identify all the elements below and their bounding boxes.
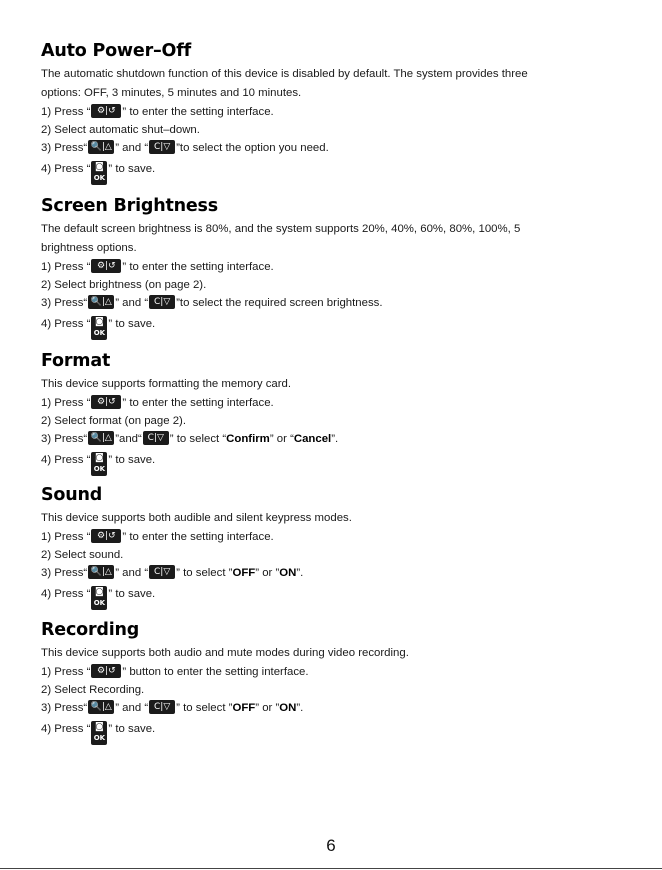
zoom-up-key-icon: 🔍|△: [88, 431, 114, 445]
step-3: 3) Press“ 🔍|△ ”and“ C|▽ ” to select “Confirm” or “Cancel”.: [41, 432, 339, 445]
step-2: 2) Select sound.: [41, 549, 124, 561]
footer-divider: [0, 868, 662, 869]
step-3: 3) Press“ 🔍|△ ” and “ C|▽ ” to select ”OFF” or ”ON”.: [41, 701, 304, 714]
step-2: 2) Select Recording.: [41, 684, 145, 696]
section-sound: [41, 484, 621, 607]
step-4: 4) Press “ ◙ OK ” to save.: [41, 448, 621, 466]
step-2: 2) Select automatic shut–down.: [41, 124, 200, 136]
mode-down-key-icon: C|▽: [149, 565, 175, 579]
mode-down-key-icon: C|▽: [143, 431, 169, 445]
zoom-up-key-icon: 🔍|△: [88, 700, 114, 714]
step-3: 3) Press“ 🔍|△ ” and “ C|▽ ”to select the required screen brightness.: [41, 296, 383, 309]
settings-key-icon: ⚙|↺: [91, 529, 121, 543]
ok-camera-key-icon: ◙ OK: [91, 586, 107, 610]
intro-text: The default screen brightness is 80%, and the system supports 20%, 40%, 60%, 80%, 100%, 5: [41, 223, 521, 235]
step-1: 1) Press “ ⚙|↺ ” button to enter the setting interface.: [41, 665, 309, 678]
step-1: 1) Press “ ⚙|↺ ” to enter the setting interface.: [41, 530, 274, 543]
intro-text: This device supports formatting the memory card.: [41, 378, 292, 390]
step-4: 4) Press “ ◙ OK ” to save.: [41, 312, 621, 330]
settings-key-icon: ⚙|↺: [91, 395, 121, 409]
step-1: 1) Press “ ⚙|↺ ” to enter the setting interface.: [41, 105, 274, 118]
settings-key-icon: ⚙|↺: [91, 664, 121, 678]
section-title: Format: [41, 351, 111, 371]
step-3: 3) Press“ 🔍|△ ” and “ C|▽ ”to select the option you need.: [41, 141, 329, 154]
mode-down-key-icon: C|▽: [149, 140, 175, 154]
zoom-up-key-icon: 🔍|△: [88, 295, 114, 309]
section-title: Screen Brightness: [41, 196, 218, 216]
ok-camera-key-icon: ◙ OK: [91, 721, 107, 745]
step-2: 2) Select brightness (on page 2).: [41, 279, 207, 291]
section-screen-brightness: [41, 195, 621, 337]
step-2: 2) Select format (on page 2).: [41, 415, 186, 427]
ok-camera-key-icon: ◙ OK: [91, 161, 107, 185]
intro-text: This device supports both audio and mute modes during video recording.: [41, 647, 409, 659]
step-1: 1) Press “ ⚙|↺ ” to enter the setting interface.: [41, 260, 274, 273]
intro-text: This device supports both audible and silent keypress modes.: [41, 512, 352, 524]
section-recording: [41, 619, 621, 742]
section-title: Auto Power–Off: [41, 41, 192, 61]
settings-key-icon: ⚙|↺: [91, 259, 121, 273]
section-title: Sound: [41, 485, 103, 505]
intro-text: brightness options.: [41, 242, 137, 254]
page-number: 6: [326, 836, 336, 855]
intro-text: options: OFF, 3 minutes, 5 minutes and 10 minutes.: [41, 87, 302, 99]
ok-camera-key-icon: ◙ OK: [91, 316, 107, 340]
section-format: [41, 350, 621, 473]
step-4: 4) Press “ ◙ OK ” to save.: [41, 717, 621, 735]
step-4: 4) Press “ ◙ OK ” to save.: [41, 582, 621, 600]
step-4: 4) Press “ ◙ OK ” to save.: [41, 157, 621, 175]
settings-key-icon: ⚙|↺: [91, 104, 121, 118]
ok-camera-key-icon: ◙ OK: [91, 452, 107, 476]
zoom-up-key-icon: 🔍|△: [88, 140, 114, 154]
intro-text: The automatic shutdown function of this device is disabled by default. The system provides three: [41, 68, 528, 80]
section-auto-power-off: [41, 40, 621, 182]
section-title: Recording: [41, 620, 140, 640]
step-1: 1) Press “ ⚙|↺ ” to enter the setting interface.: [41, 396, 274, 409]
step-3: 3) Press“ 🔍|△ ” and “ C|▽ ” to select ”OFF” or ”ON”.: [41, 566, 304, 579]
zoom-up-key-icon: 🔍|△: [88, 565, 114, 579]
mode-down-key-icon: C|▽: [149, 295, 175, 309]
mode-down-key-icon: C|▽: [149, 700, 175, 714]
